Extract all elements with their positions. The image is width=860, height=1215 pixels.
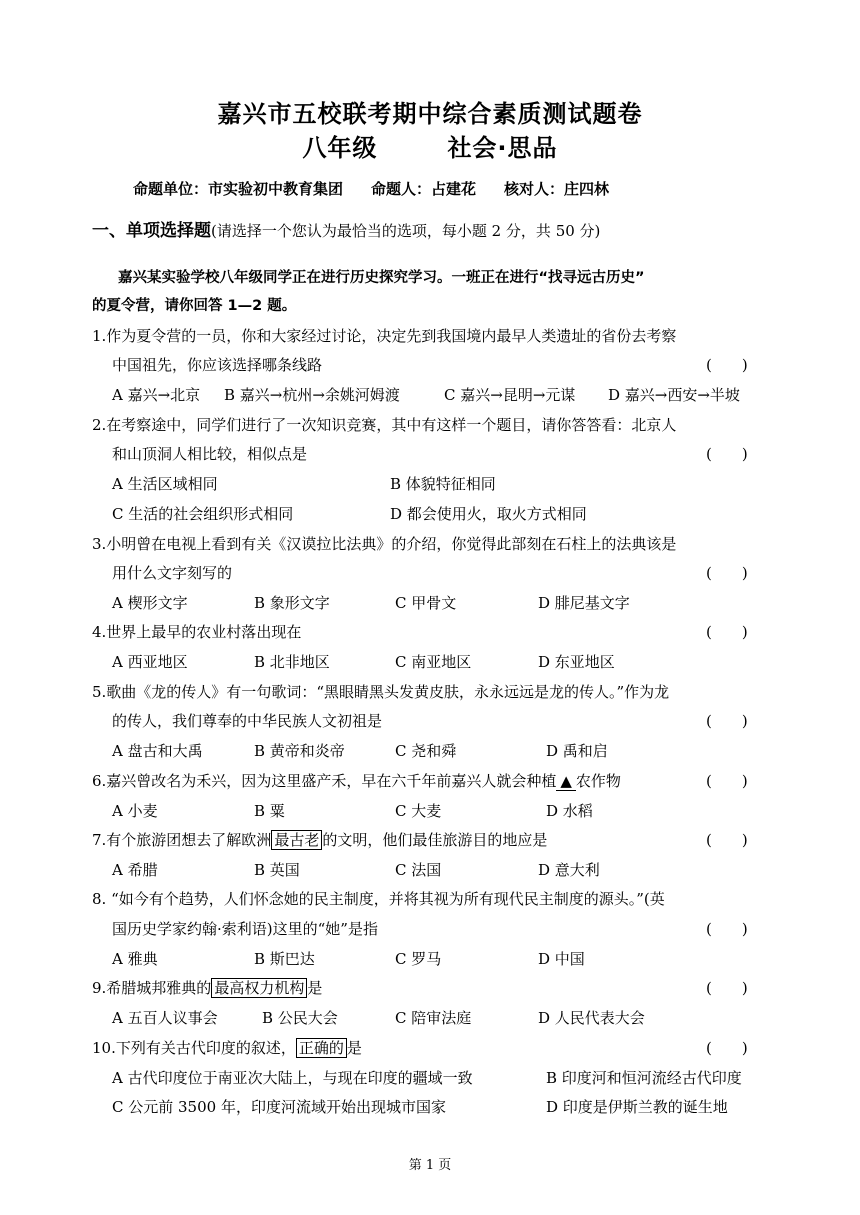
q10-stem-post: 是: [346, 1039, 362, 1057]
q9-option-a: A 五百人议事会: [112, 1009, 218, 1027]
section-title: 一、单项选择题: [92, 221, 211, 241]
q1-stem-1: 1.作为夏令营的一员，你和大家经过讨论，决定先到我国境内最早人类遗址的省份去考察: [92, 327, 677, 345]
q5-stem-1: 5.歌曲《龙的传人》有一句歌词：“黑眼睛黑头发黄皮肤，永永远远是龙的传人。”作为龙: [92, 683, 670, 701]
grade-label: 八年级: [302, 134, 378, 162]
q8-option-d: D 中国: [538, 950, 585, 968]
q7-option-a: A 希腊: [112, 861, 158, 879]
q10-option-c: C 公元前 3500 年，印度河流域开始出现城市国家: [112, 1098, 446, 1116]
q5-option-c: C 尧和舜: [395, 742, 457, 760]
q7-boxed-keyword: 最古老: [271, 830, 322, 850]
q6-option-d: D 水稻: [546, 802, 593, 820]
checker-label: 核对人：庄四林: [504, 180, 610, 198]
q1-option-d: D 嘉兴→西安→半坡: [608, 386, 740, 404]
q8-option-c: C 罗马: [395, 950, 442, 968]
q2-option-d: D 都会使用火，取火方式相同: [390, 505, 587, 523]
q9-stem-post: 是: [307, 979, 323, 997]
q1-option-a: A 嘉兴→北京: [112, 386, 201, 404]
q10-stem: [92, 1037, 362, 1058]
q7-stem-post: 的文明，他们最佳旅游目的地应是: [322, 831, 548, 849]
q9-stem: [92, 977, 322, 998]
q8-stem-2: 国历史学家约翰·索利语)这里的“她”是指: [112, 920, 378, 938]
q10-boxed-keyword: 正确的: [296, 1038, 347, 1058]
q10-option-b: B 印度河和恒河流经古代印度: [546, 1069, 742, 1087]
intro-line-2: 的夏令营，请你回答 1—2 题。: [92, 298, 297, 314]
q6-stem: [92, 770, 621, 791]
byline: [133, 178, 609, 199]
q5-option-b: B 黄帝和炎帝: [254, 742, 345, 760]
q9-option-c: C 陪审法庭: [395, 1009, 472, 1027]
q1-answer-blank: ( ): [706, 356, 748, 374]
q6-stem-post: 农作物: [575, 772, 621, 790]
q8-answer-blank: ( ): [706, 920, 748, 938]
q4-answer-blank: ( ): [706, 623, 748, 641]
q3-option-d: D 腓尼基文字: [538, 594, 630, 612]
q4-stem: 4.世界上最早的农业村落出现在: [92, 623, 302, 641]
q2-option-c: C 生活的社会组织形式相同: [112, 505, 294, 523]
q10-option-a: A 古代印度位于南亚次大陆上，与现在印度的疆域一致: [112, 1069, 473, 1087]
q3-stem-2: 用什么文字刻写的: [112, 564, 233, 582]
q2-option-a: A 生活区域相同: [112, 475, 218, 493]
q2-stem-2: 和山顶洞人相比较，相似点是: [112, 445, 308, 463]
q4-option-a: A 西亚地区: [112, 653, 188, 671]
q1-option-c: C 嘉兴→昆明→元谋: [444, 386, 576, 404]
q6-option-b: B 粟: [254, 802, 285, 820]
q4-option-b: B 北非地区: [254, 653, 330, 671]
q6-stem-pre: 6.嘉兴曾改名为禾兴，因为这里盛产禾，早在六千年前嘉兴人就会种植: [92, 772, 557, 790]
q9-option-b: B 公民大会: [262, 1009, 338, 1027]
q7-stem-pre: 7.有个旅游团想去了解欧洲: [92, 831, 272, 849]
q8-option-a: A 雅典: [112, 950, 158, 968]
q2-stem-1: 2.在考察途中，同学们进行了一次知识竞赛，其中有这样一个题目，请你答答看：北京人: [92, 416, 677, 434]
q9-stem-pre: 9.希腊城邦雅典的: [92, 979, 212, 997]
author-label: 命题人：占建花: [371, 180, 477, 198]
section-instruction: (请选择一个您认为最恰当的选项，每小题 2 分，共 50 分): [211, 222, 601, 240]
q2-answer-blank: ( ): [706, 445, 748, 463]
intro-line-1: 嘉兴某实验学校八年级同学正在进行历史探究学习。一班正在进行“找寻远古历史”: [118, 270, 645, 286]
subject-label: 社会·思品: [447, 134, 558, 162]
q3-answer-blank: ( ): [706, 564, 748, 582]
q3-option-c: C 甲骨文: [395, 594, 457, 612]
q7-option-b: B 英国: [254, 861, 300, 879]
q10-stem-pre: 10.下列有关古代印度的叙述，: [92, 1039, 296, 1057]
q4-option-d: D 东亚地区: [538, 653, 615, 671]
q1-option-b: B 嘉兴→杭州→余姚河姆渡: [224, 386, 400, 404]
q7-answer-blank: ( ): [706, 831, 748, 849]
q9-boxed-keyword: 最高权力机构: [211, 978, 307, 998]
q5-stem-2: 的传人，我们尊奉的中华民族人文初祖是: [112, 712, 383, 730]
q10-answer-blank: ( ): [706, 1039, 748, 1057]
section-heading: [92, 216, 600, 241]
q9-option-d: D 人民代表大会: [538, 1009, 645, 1027]
q1-stem-2: 中国祖先，你应该选择哪条线路: [112, 356, 323, 374]
q3-stem-1: 3.小明曾在电视上看到有关《汉谟拉比法典》的介绍，你觉得此部刻在石柱上的法典该是: [92, 535, 677, 553]
triangle-blank-icon: ▲: [556, 772, 576, 791]
q5-option-a: A 盘古和大禹: [112, 742, 203, 760]
q9-answer-blank: ( ): [706, 979, 748, 997]
q2-option-b: B 体貌特征相同: [390, 475, 496, 493]
q10-option-d: D 印度是伊斯兰教的诞生地: [546, 1098, 728, 1116]
unit-label: 命题单位：市实验初中教育集团: [133, 180, 344, 198]
q4-option-c: C 南亚地区: [395, 653, 472, 671]
q6-answer-blank: ( ): [706, 772, 748, 790]
q6-option-c: C 大麦: [395, 802, 442, 820]
q5-answer-blank: ( ): [706, 712, 748, 730]
q7-stem: [92, 829, 547, 850]
q7-option-c: C 法国: [395, 861, 442, 879]
q8-option-b: B 斯巴达: [254, 950, 315, 968]
page-number: 第 1 页: [408, 1158, 452, 1173]
exam-subtitle: [0, 128, 860, 163]
exam-title: 嘉兴市五校联考期中综合素质测试题卷: [217, 100, 643, 128]
q3-option-a: A 楔形文字: [112, 594, 188, 612]
q8-stem-1: 8. “如今有个趋势，人们怀念她的民主制度，并将其视为所有现代民主制度的源头。”(英: [92, 890, 665, 908]
q5-option-d: D 禹和启: [546, 742, 608, 760]
q6-option-a: A 小麦: [112, 802, 158, 820]
q7-option-d: D 意大利: [538, 861, 600, 879]
q3-option-b: B 象形文字: [254, 594, 330, 612]
